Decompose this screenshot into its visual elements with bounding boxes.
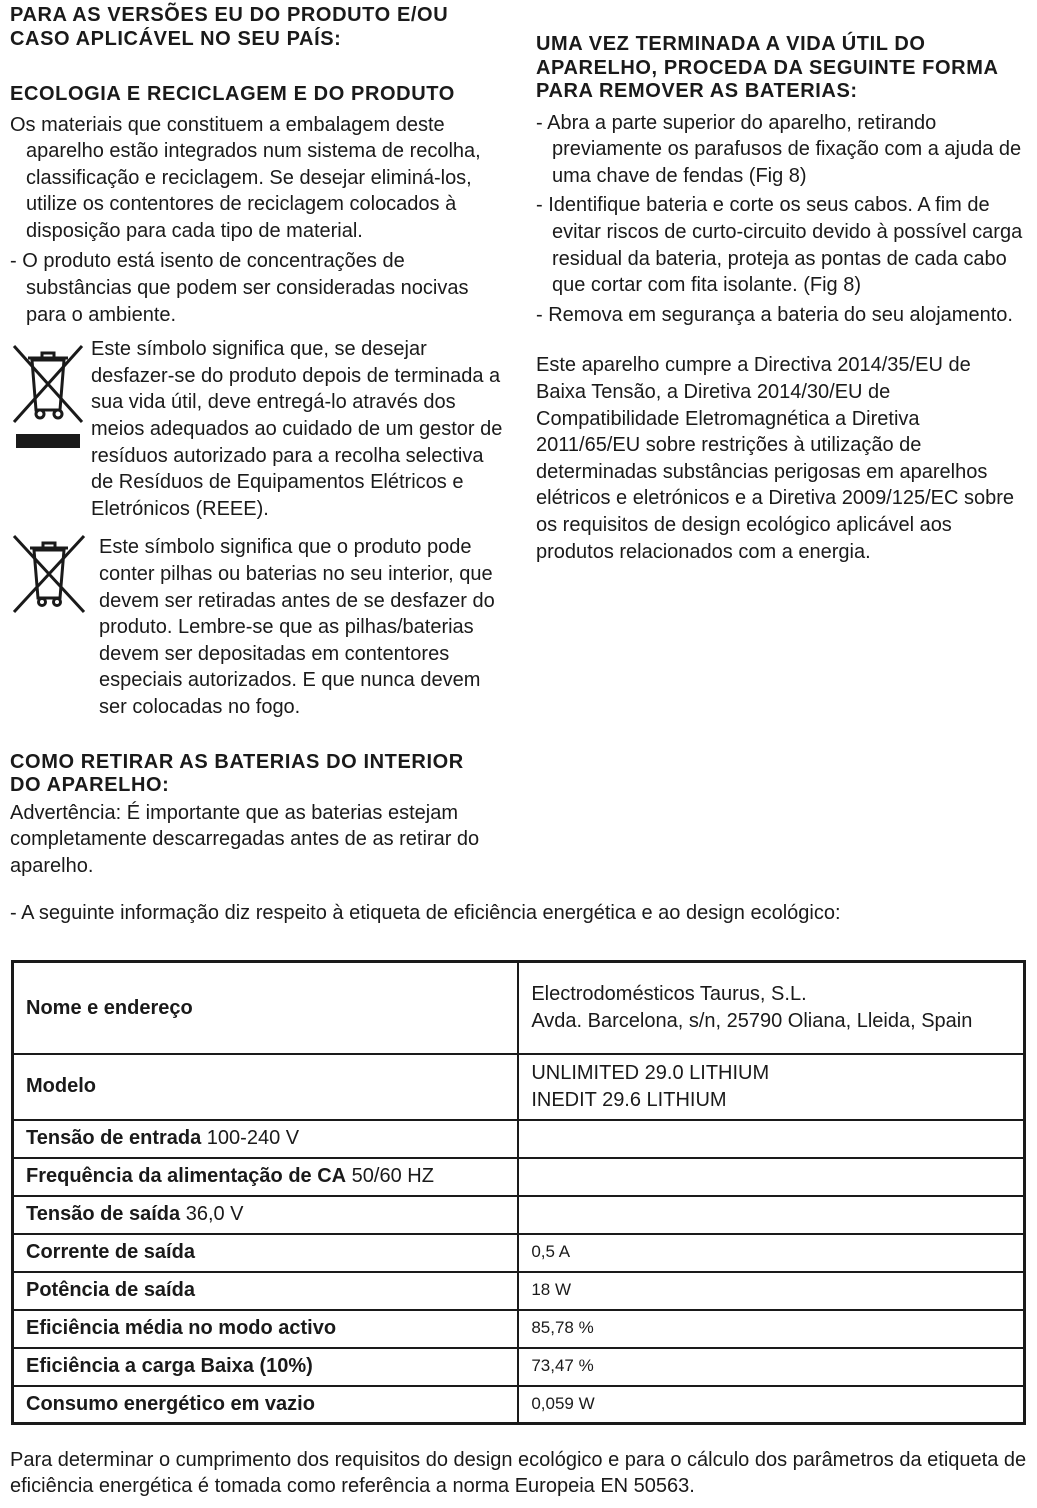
weee-block: [10, 336, 510, 522]
output-voltage-cell: [13, 1196, 519, 1234]
output-voltage-value: 36,0 V: [185, 1203, 244, 1226]
empty-cell: [518, 1196, 1024, 1234]
crossed-battery-bin-icon: [12, 534, 86, 614]
input-voltage-cell: [13, 1120, 519, 1158]
battery-text: Este símbolo significa que o produto pode conter pilhas ou baterias no seu interior, que devem ser retiradas antes de se desfazer do produto. Lembre-se que as pilhas/baterias devem ser depositadas em contentores especiais autorizados. E que nunca devem ser colocadas no fogo.: [99, 536, 495, 718]
table-row: [13, 1386, 1025, 1424]
output-current-label: Corrente de saída: [13, 1234, 519, 1272]
table-row: [13, 962, 1025, 1054]
heading-end-of-life: UMA VEZ TERMINADA A VIDA ÚTIL DO APARELHO, PROCEDA DA SEGUINTE FORMA PARA REMOVER AS BATERIAS:: [536, 33, 998, 103]
table-row: [13, 1310, 1025, 1348]
name-label: Nome e endereço: [13, 962, 519, 1054]
table-row: [13, 1272, 1025, 1310]
table-row: [13, 1054, 1025, 1120]
heading-remove-batteries: COMO RETIRAR AS BATERIAS DO INTERIOR DO APARELHO:: [10, 750, 464, 797]
frequency-cell: [13, 1158, 519, 1196]
packaging-paragraph: Os materiais que constituem a embalagem deste aparelho estão integrados num sistema de recolha, classificação e reciclagem. Se desejar eliminá-los, utilize os contentores de reciclagem colocados à disposição para cada tipo de material.: [10, 113, 481, 242]
warning-disconnect: [536, 0, 1006, 3]
weee-text: Este símbolo significa que, se desejar desfazer-se do produto depois de terminada a sua vida útil, deve entregá-lo através dos meios adequados ao cuidado de um gestor de resíduos autorizado para a recolha selectiva de Resíduos de Equipamentos Elétricos e Eletrónicos (REEE).: [91, 338, 503, 520]
table-row: [13, 1234, 1025, 1272]
table-row: [13, 1120, 1025, 1158]
model-1: UNLIMITED 29.0 LITHIUM: [531, 1062, 770, 1084]
step-remove-battery: - Remova em segurança a bateria do seu alojamento.: [536, 303, 1013, 326]
output-power-label: Potência de saída: [13, 1272, 519, 1310]
table-row: [13, 1196, 1025, 1234]
no-load-consumption-label: Consumo energético em vazio: [13, 1386, 519, 1424]
output-current-value: 0,5 A: [518, 1234, 1024, 1272]
low-load-efficiency-value: 73,47 %: [518, 1348, 1024, 1386]
left-column: [10, 4, 510, 879]
output-voltage-label: Tensão de saída: [26, 1203, 181, 1226]
model-2: INEDIT 29.6 LITHIUM: [531, 1088, 727, 1111]
low-load-efficiency-label: Eficiência a carga Baixa (10%): [13, 1348, 519, 1386]
right-column: [536, 0, 1030, 565]
warning-discharged: Advertência: É importante que as baterias estejam completamente descarregadas antes de as retirar do aparelho.: [10, 801, 480, 877]
active-efficiency-value: 85,78 %: [518, 1310, 1024, 1348]
model-label: Modelo: [13, 1054, 519, 1120]
name-value: [518, 962, 1024, 1054]
substances-paragraph: - O produto está isento de concentrações de substâncias que podem ser consideradas nocivas para o ambiente.: [10, 250, 469, 326]
standard-reference-note: Para determinar o cumprimento dos requisitos do design ecológico e para o cálculo dos parâmetros da etiqueta de eficiência energética é tomada como referência a norma Europeia EN 50563.: [10, 1449, 1027, 1497]
empty-cell: [518, 1158, 1024, 1196]
heading-ecology: ECOLOGIA E RECICLAGEM E DO PRODUTO: [10, 83, 455, 105]
frequency-label: Frequência da alimentação de CA: [26, 1165, 347, 1188]
energy-label-info: - A seguinte informação diz respeito à etiqueta de eficiência energética e ao design ecológico:: [10, 902, 841, 924]
spec-table: [11, 960, 1026, 1425]
step-open-device: - Abra a parte superior do aparelho, retirando previamente os parafusos de fixação com a ajuda de uma chave de fendas (Fig 8): [536, 111, 1022, 187]
company-address: Avda. Barcelona, s/n, 25790 Oliana, Lleida, Spain: [531, 1009, 973, 1032]
output-power-value: 18 W: [518, 1272, 1024, 1310]
company-name: Electrodomésticos Taurus, S.L.: [531, 983, 807, 1006]
directive-paragraph: Este aparelho cumpre a Directiva 2014/35/EU de Baixa Tensão, a Diretiva 2014/30/EU de Compatibilidade Eletromagnética a Diretiva 2011/65/EU sobre restrições à utilização de determinadas substâncias perigosas em aparelhos elétricos e eletrónicos e a Diretiva 2009/125/EC sobre os requisitos de design ecológico aplicável aos produtos relacionados com a energia.: [536, 354, 1015, 563]
step-cut-cables: - Identifique bateria e corte os seus cabos. A fim de evitar riscos de curto-circuito devido à possível carga residual da bateria, proteja as pontas de cada cabo que cortar com fita isolante. (Fig 8): [536, 194, 1023, 297]
battery-block: [10, 534, 510, 720]
input-voltage-value: 100-240 V: [206, 1127, 300, 1150]
table-row: [13, 1158, 1025, 1196]
input-voltage-label: Tensão de entrada: [26, 1127, 202, 1150]
table-row: [13, 1348, 1025, 1386]
heading-eu-versions: PARA AS VERSÕES EU DO PRODUTO E/OU CASO APLICÁVEL NO SEU PAÍS:: [10, 4, 449, 50]
model-value: [518, 1054, 1024, 1120]
frequency-value: 50/60 HZ: [351, 1165, 434, 1188]
empty-cell: [518, 1120, 1024, 1158]
crossed-bin-icon: [12, 340, 84, 452]
active-efficiency-label: Eficiência média no modo activo: [13, 1310, 519, 1348]
no-load-consumption-value: 0,059 W: [518, 1386, 1024, 1424]
